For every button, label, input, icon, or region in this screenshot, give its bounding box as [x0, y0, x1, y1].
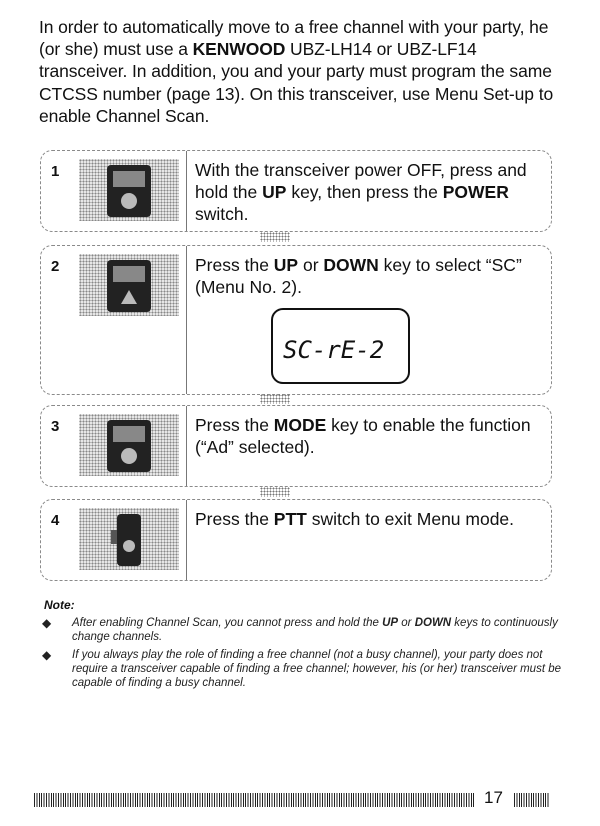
step-text: Press the MODE key to enable the function (“Ad” selected).: [195, 415, 531, 457]
step-number: 2: [51, 258, 60, 275]
mode-key-label: MODE: [273, 415, 327, 435]
step-1: [40, 150, 552, 232]
page-number: 17: [484, 788, 503, 807]
power-key-label: POWER: [442, 182, 509, 202]
step-divider: [186, 406, 187, 486]
step-divider: [186, 246, 187, 394]
diamond-bullet-icon: ◆: [42, 616, 52, 630]
step-connector: [260, 394, 290, 404]
step-4: [40, 499, 552, 581]
ptt-switch-icon: [103, 510, 155, 568]
up-key-label: UP: [273, 255, 299, 275]
step-number: 1: [51, 163, 60, 180]
step-text: With the transceiver power OFF, press and hold the UP key, then press the POWER switch.: [195, 160, 527, 224]
brand-name: KENWOOD: [192, 39, 286, 60]
note-title: Note:: [44, 598, 75, 612]
ptt-key-label: PTT: [273, 509, 307, 529]
intro-text-1: In order to automatically move to a free channel with your party, he (or she) must use a: [39, 17, 549, 60]
step-divider: [186, 500, 187, 580]
lcd-display: [271, 308, 410, 384]
step-text: Press the UP or DOWN key to select “SC” (Menu No. 2).: [195, 255, 522, 297]
intro-text-2: UBZ-LH14 or UBZ-LF14 transceiver. In addition, you and your party must program the same CTCSS number (page 13). On this transceiver, use Menu Set-up to enable Channel Scan.: [39, 39, 554, 126]
step-number: 3: [51, 418, 60, 435]
diamond-bullet-icon: ◆: [42, 648, 52, 662]
note-list: [42, 616, 572, 694]
step-connector: [260, 232, 290, 242]
up-key-label: UP: [262, 182, 287, 202]
intro-paragraph: [39, 16, 569, 127]
step-connector: [260, 487, 290, 497]
step-number: 4: [51, 512, 60, 529]
step-text: Press the PTT switch to exit Menu mode.: [195, 509, 515, 529]
transceiver-icon: [103, 416, 155, 474]
step-2: [40, 245, 552, 395]
transceiver-illustration: [79, 254, 179, 316]
transceiver-illustration: [79, 159, 179, 221]
transceiver-illustration: [79, 414, 179, 476]
footer-bar-right: [514, 793, 550, 807]
step-3: [40, 405, 552, 487]
transceiver-icon: [103, 256, 155, 314]
step-divider: [186, 151, 187, 231]
note-item: ◆ After enabling Channel Scan, you cannot press and hold the UP or DOWN keys to continuously change channels.: [42, 616, 558, 643]
lcd-text: SC-rE-2: [283, 336, 385, 364]
lcd-readout: [283, 334, 398, 364]
transceiver-illustration: [79, 508, 179, 570]
footer-bar-left: [34, 793, 474, 807]
transceiver-icon: [103, 161, 155, 219]
down-key-label: DOWN: [323, 255, 379, 275]
note-item: ◆ If you always play the role of finding a free channel (not a busy channel), your party does not require a transceiver capable of finding a free channel; however, his (or her) transceiver must be capable of finding a busy channel.: [42, 648, 562, 689]
